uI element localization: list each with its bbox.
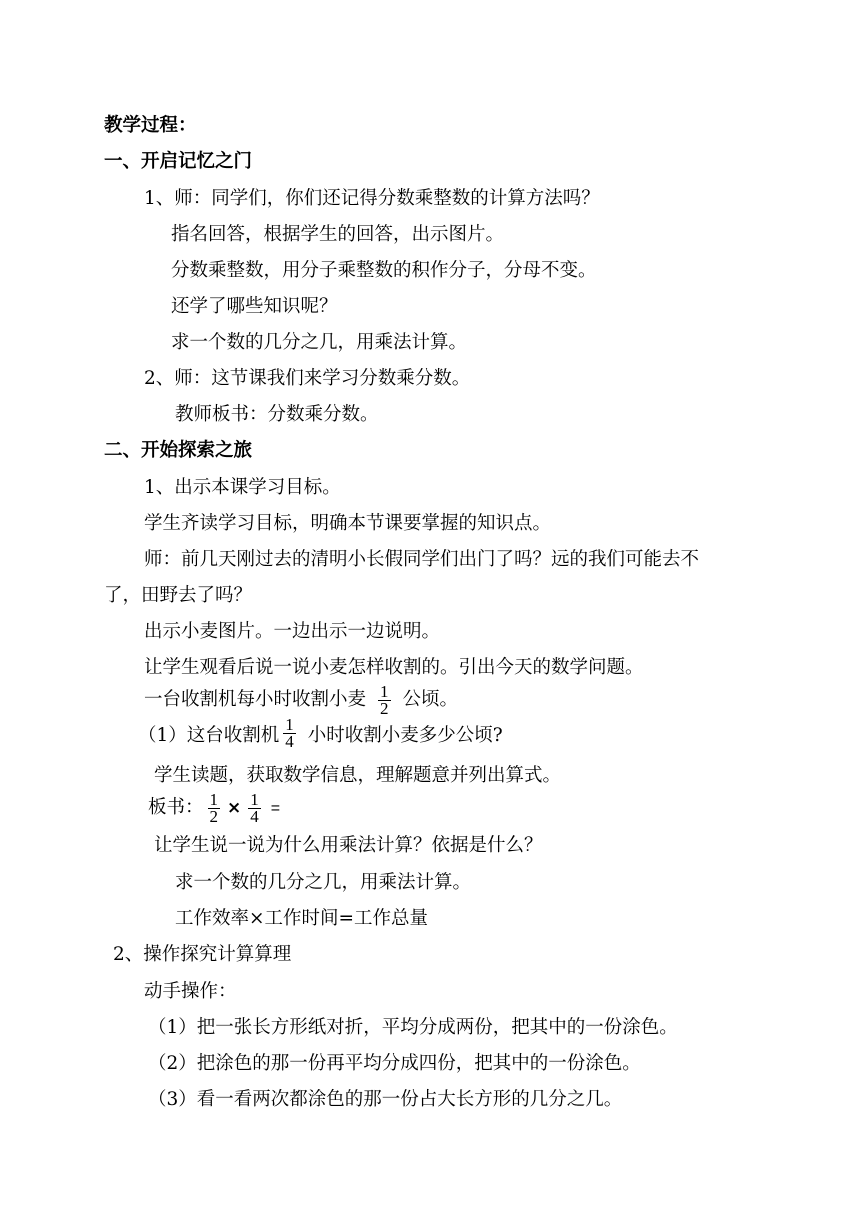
section2-line6 [144,683,458,717]
fraction-numerator: 1 [250,789,259,809]
fraction-numerator: 1 [380,681,389,701]
question1-text: （1）这台收割机 [138,725,280,746]
board-label: 板书： [148,797,204,818]
section2-line9 [148,788,280,829]
section2-line3b: 了，田野去了吗？ [104,585,253,606]
section2-line13: 2、操作探究计算算理 [113,944,292,965]
harvester-rate-text: 一台收割机每小时收割小麦 [144,689,367,710]
section1-line2: 分数乘整数，用分子乘整数的积作分子，分母不变。 [171,260,597,281]
section2-line11: 求一个数的几分之几，用乘法计算。 [175,872,472,893]
section2-line3a: 师：前几天刚过去的清明小长假同学们出门了吗？远的我们可能去不 [144,549,700,570]
section2-line8: 学生读题，获取数学信息，理解题意并列出算式。 [154,765,562,786]
question1-rest-text: 小时收割小麦多少公顷? [307,725,503,746]
fraction-denominator: 2 [209,806,219,826]
lesson-process-title: 教学过程： [104,115,197,136]
section2-line7 [138,717,503,755]
fraction-one-half [208,789,221,826]
section2-line4: 出示小麦图片。一边出示一边说明。 [144,621,441,642]
equals-sign: = [270,800,281,817]
section2-line12: 工作效率×工作时间=工作总量 [175,908,429,929]
section1-question1: 1、师：同学们，你们还记得分数乘整数的计算方法吗？ [144,188,600,209]
section1-line3: 还学了哪些知识呢？ [171,296,338,317]
section2-line2: 学生齐读学习目标，明确本节课要掌握的知识点。 [144,513,552,534]
section1-line1: 指名回答，根据学生的回答，出示图片。 [171,224,505,245]
fraction-denominator: 4 [285,732,294,751]
section2-line15: （1）把一张长方形纸对折，平均分成两份，把其中的一份涂色。 [148,1017,678,1038]
section2-line14: 动手操作： [144,981,237,1002]
section2-line5: 让学生观看后说一说小麦怎样收割的。引出今天的数学问题。 [144,657,644,678]
fraction-one-quarter [283,717,296,750]
fraction-one-quarter [248,789,261,826]
fraction-denominator: 4 [250,806,259,826]
section2-line17: （3）看一看两次都涂色的那一份占大长方形的几分之几。 [148,1089,623,1110]
section2-heading: 二、开始探索之旅 [104,440,253,461]
section1-line4: 求一个数的几分之几，用乘法计算。 [171,332,468,353]
section1-heading: 一、开启记忆之门 [104,151,253,172]
unit-text: 公顷。 [402,689,459,710]
section2-line16: （2）把涂色的那一份再平均分成四份，把其中的一份涂色。 [148,1053,641,1074]
section2-line1: 1、出示本课学习目标。 [144,477,341,498]
section2-line10: 让学生说一说为什么用乘法计算？依据是什么？ [154,835,543,856]
fraction-numerator: 1 [209,789,219,809]
section1-question2: 2、师：这节课我们来学习分数乘分数。 [144,368,471,389]
fraction-one-half [378,681,391,718]
fraction-denominator: 2 [380,698,389,718]
fraction-numerator: 1 [285,715,294,734]
times-sign: × [227,798,242,818]
section1-line5: 教师板书：分数乘分数。 [175,404,379,425]
